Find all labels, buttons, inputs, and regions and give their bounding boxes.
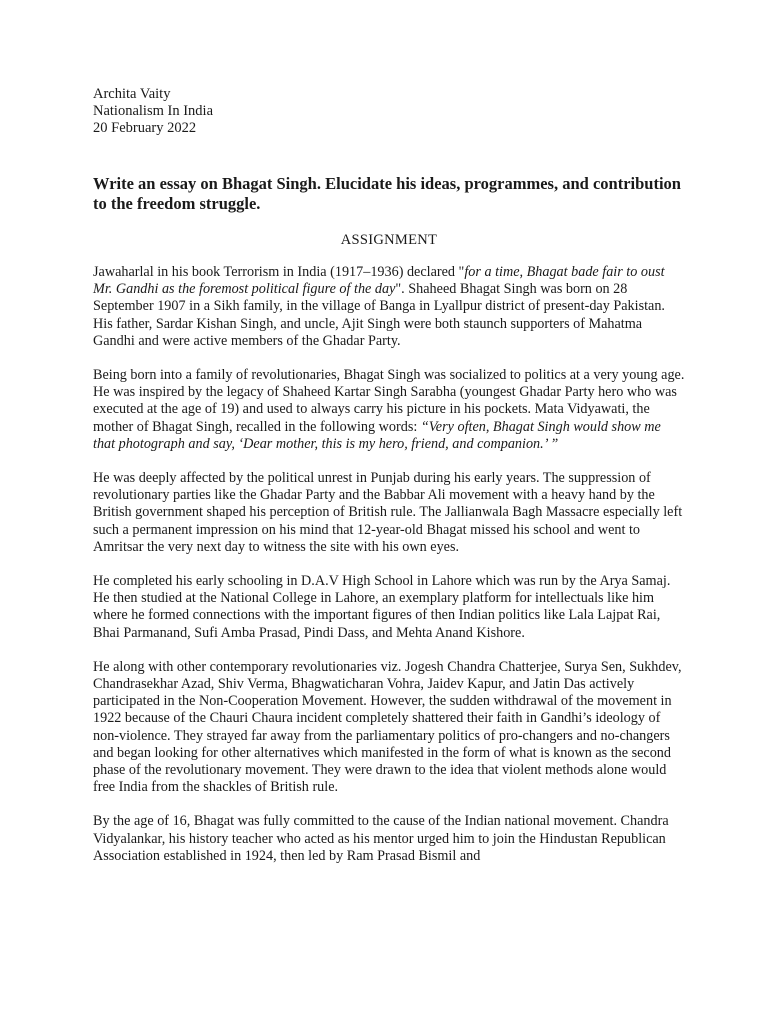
paragraph-5: He along with other contemporary revolutionaries viz. Jogesh Chandra Chatterjee, Surya Sen, Sukhdev, Chandrasekhar Azad, Shiv Verma, Bhagwaticharan Vohra, Jaidev Kapur, and Jatin Das actively participated in the Non-Cooperation Movement. However, the sudden withdrawal of the movement in 1922 because of the Chauri Chaura incident completely shattered their faith in Gandhi’s ideology of non-violence. They strayed far away from the parliamentary politics of pro-changers and no-changers and began looking for other alternatives which manifested in the form of what is known as the second phase of the revolutionary movement. They were drawn to the idea that violent methods alone would free India from the shackles of British rule. [93, 658, 682, 796]
paragraph-1-quote: for a time, Bhagat bade fair to oust Mr. Gandhi as the foremost political figure of the day [93, 264, 665, 298]
paragraph-6: By the age of 16, Bhagat was fully committed to the cause of the Indian national movement. Chandra Vidyalankar, his history teacher who acted as his mentor urged him to join the Hindustan Republican Association established in 1924, then led by Ram Prasad Bismil and [93, 813, 669, 864]
paragraph-3: He was deeply affected by the political unrest in Punjab during his early years. The suppression of revolutionary parties like the Ghadar Party and the Babbar Ali movement with a heavy hand by the British government shaped his perception of British rule. The Jallianwala Bagh Massacre especially left such a permanent impression on his mind that 12-year-old Bhagat missed his school and went to Amritsar the very next day to witness the site with his own eyes. [93, 470, 683, 555]
essay-question: Write an essay on Bhagat Singh. Elucidate his ideas, programmes, and contribution to the freedom struggle. [93, 174, 681, 213]
document-date: 20 February 2022 [93, 120, 197, 136]
paragraph-1-rest: ". Shaheed Bhagat Singh was born on 28 September 1907 in a Sikh family, in the village of Banga in Lyallpur district of present-day Pakistan. His father, Sardar Kishan Singh, and uncle, Ajit Singh were both staunch supporters of Mahatma Gandhi and were active members of the Ghadar Party. [93, 281, 665, 349]
paragraph-4: He completed his early schooling in D.A.V High School in Lahore which was run by the Arya Samaj. He then studied at the National College in Lahore, an exemplary platform for intellectuals like him where he formed connections with the important figures of then Indian politics like Lala Lajpat Rai, Bhai Parmanand, Sufi Amba Prasad, Pindi Dass, and Mehta Anand Kishore. [93, 573, 671, 641]
paragraph-1-intro: Jawaharlal in his book Terrorism in India (1917–1936) declared " [93, 264, 465, 280]
paragraph-2 [93, 367, 685, 453]
author-name: Archita Vaity [93, 86, 171, 102]
paragraph-1 [93, 264, 685, 350]
course-name: Nationalism In India [93, 103, 214, 119]
assignment-heading: ASSIGNMENT [340, 232, 438, 248]
paragraph-2-quote: “Very often, Bhagat Singh would show me that photograph and say, ‘Dear mother, this is my hero, friend, and companion.’ ” [93, 418, 661, 452]
document-page [93, 86, 685, 865]
paragraph-2-intro: Being born into a family of revolutionaries, Bhagat Singh was socialized to politics at a very young age. He was inspired by the legacy of Shaheed Kartar Singh Sarabha (youngest Ghadar Party hero who was executed at the age of 19) and used to always carry his picture in his pockets. Mata Vidyawati, the mother of Bhagat Singh, recalled in the following words: [93, 367, 685, 435]
document-header [93, 86, 685, 137]
